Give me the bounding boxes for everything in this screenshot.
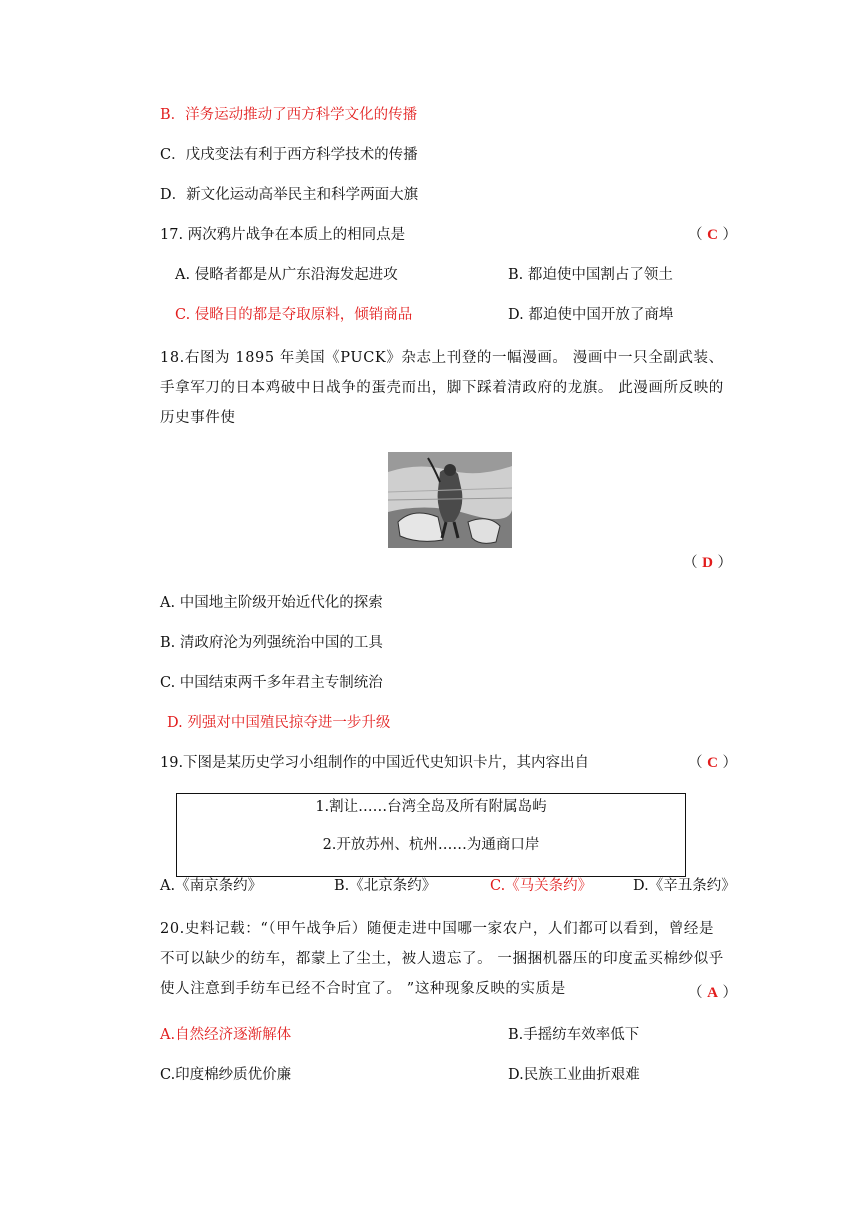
q18-option-a: A. 中国地主阶级开始近代化的探索 <box>160 595 383 611</box>
cartoon-illustration <box>388 452 512 548</box>
q19-answer: （ C ） <box>688 755 738 771</box>
knowledge-card <box>176 793 686 877</box>
q18-answer: （ D ） <box>683 555 733 571</box>
q20-option-d: D.民族工业曲折艰难 <box>508 1067 640 1083</box>
q16-option-d: D．新文化运动高举民主和科学两面大旗 <box>160 187 419 203</box>
q18-option-d: D. 列强对中国殖民掠夺进一步升级 <box>167 715 391 731</box>
q17-option-c: C. 侵略目的都是夺取原料，倾销商品 <box>175 307 413 323</box>
q19-stem: 19.下图是某历史学习小组制作的中国近代史知识卡片，其内容出自 <box>160 755 590 771</box>
q18-stem: 18.右图为 1895 年美国《PUCK》杂志上刊登的一幅漫画。 漫画中一只全副武装、手拿军刀的日本鸡破中日战争的蛋壳而出，脚下踩着清政府的龙旗。 此漫画所反映的历史事件使 <box>160 350 724 426</box>
q17-option-d: D. 都迫使中国开放了商埠 <box>508 307 674 323</box>
q19-option-a: A.《南京条约》 <box>160 878 263 894</box>
card-line-1: 1.割让……台湾全岛及所有附属岛屿 <box>315 799 547 815</box>
card-line-2: 2.开放苏州、杭州……为通商口岸 <box>322 837 540 853</box>
q17-answer-letter: C <box>707 227 718 243</box>
q17-option-a: A. 侵略者都是从广东沿海发起进攻 <box>175 267 398 283</box>
q19-answer-letter: C <box>707 755 718 771</box>
q20-stem: 20.史料记载：“（甲午战争后）随便走进中国哪一家农户，人们都可以看到，曾经是不可以缺少的纺车，都蒙上了尘土，被人遗忘了。 一捆捆机器压的印度孟买棉纱似乎使人注意到手纺车已经不合时宜了。 ”这种现象反映的实质是 <box>160 921 724 997</box>
q18-option-b: B. 清政府沦为列强统治中国的工具 <box>160 635 383 651</box>
q18-option-c: C. 中国结束两千多年君主专制统治 <box>160 675 383 691</box>
q20-option-b: B.手摇纺车效率低下 <box>508 1027 640 1043</box>
q18-answer-letter: D <box>702 555 713 571</box>
q17-option-b: B. 都迫使中国割占了领土 <box>508 267 673 283</box>
q16-option-b: B．洋务运动推动了西方科学文化的传播 <box>160 107 418 123</box>
q20-answer-letter: A <box>707 985 718 1001</box>
q20-answer: （ A ） <box>688 985 738 1001</box>
q16-option-c: C．戊戌变法有利于西方科学技术的传播 <box>160 147 418 163</box>
q17-stem: 17. 两次鸦片战争在本质上的相同点是 <box>160 227 406 243</box>
q19-option-d: D.《辛丑条约》 <box>633 878 736 894</box>
q19-option-c: C.《马关条约》 <box>490 878 593 894</box>
q20-option-a: A.自然经济逐渐解体 <box>160 1027 292 1043</box>
puck-cartoon-image <box>388 452 512 548</box>
q19-option-b: B.《北京条约》 <box>334 878 437 894</box>
q20-option-c: C.印度棉纱质优价廉 <box>160 1067 292 1083</box>
q17-answer: （ C ） <box>688 227 738 243</box>
